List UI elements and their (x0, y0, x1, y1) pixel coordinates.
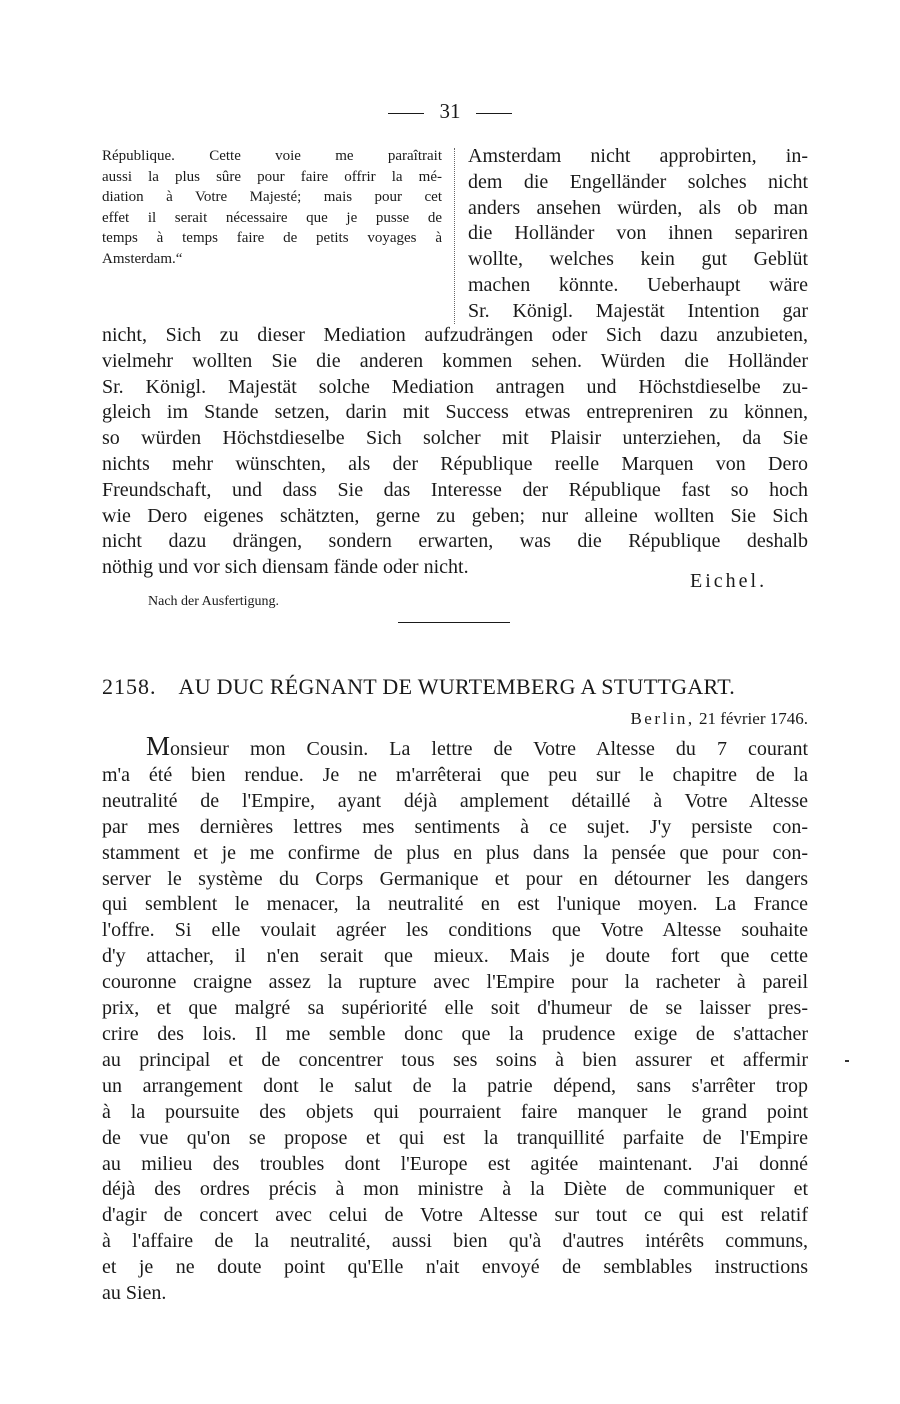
initial-letter: M (146, 731, 171, 761)
text-line: stamment et je me confirme de plus en plus dans la pensée que pour con- (102, 841, 808, 864)
footnote-column (102, 146, 442, 269)
header-dash-right (476, 113, 512, 114)
text-line: gleich im Stande setzen, darin mit Success etwas entrepreniren zu können, (102, 401, 808, 424)
letter-heading (102, 674, 808, 700)
letter-number: 2158. (102, 674, 157, 699)
source-note: Nach der Ausfertigung. (148, 594, 280, 609)
dateline-date: 21 février 1746. (698, 709, 808, 728)
footnote-line: temps à temps faire de petits voyages à (102, 230, 442, 246)
dateline (572, 709, 808, 729)
text-line: machen könnte. Ueberhaupt wäre (468, 273, 808, 296)
text-line: wollte, welches kein gut Geblüt (468, 248, 808, 271)
text-line: au principal et de concentrer tous ses soins à bien assurer et affermir (102, 1048, 808, 1071)
text-line: wie Dero eigenes schätzten, gerne zu geben; nur alleine wollten Sie Sich (102, 504, 808, 527)
text-line: Sr. Königl. Majestät Intention gar (468, 299, 808, 322)
first-line (102, 731, 808, 763)
text-line: nöthig und vor sich diensam fände oder nicht. (102, 556, 469, 579)
page-number: 31 (439, 99, 461, 123)
text-line: à l'affaire de la neutralité, aussi bien qu'à d'autres intérêts communs, (102, 1230, 808, 1253)
footnote-line: aussi la plus sûre pour faire offrir la mé- (102, 168, 442, 185)
text-line: et je ne doute point qu'Elle n'ait envoyé de semblables instructions (102, 1256, 808, 1279)
text-line: un arrangement dont le salut de la patrie dépend, sans s'arrêter trop (102, 1074, 808, 1097)
text-line: Amsterdam nicht approbirten, in- (468, 145, 808, 167)
text-line: anders ansehen würden, als ob man (468, 196, 808, 219)
page-header (0, 98, 900, 124)
text-line: nicht dazu drängen, sondern erwarten, was die République deshalb (102, 530, 808, 553)
margin-mark (845, 1060, 849, 1062)
first-line-text: onsieur mon Cousin. La lettre de Votre Altesse du 7 courant (170, 738, 808, 760)
column-divider (454, 148, 455, 324)
text-line: par mes dernières lettres mes sentiments à ce sujet. J'y persiste con- (102, 815, 808, 838)
text-line: l'offre. Si elle voulait agréer les conditions que Votre Altesse souhaite (102, 919, 808, 942)
text-line: au milieu des troubles dont l'Europe est agitée maintenant. J'ai donné (102, 1152, 808, 1175)
footnote-line: effet il serait nécessaire que je pusse de (102, 209, 442, 226)
text-line: crire des lois. Il me semble donc que la prudence exige de s'attacher (102, 1022, 808, 1045)
text-line: server le système du Corps Germanique et pour en détourner les dangers (102, 867, 808, 890)
text-line: couronne craigne assez la rupture avec l'Empire pour la racheter à pareil (102, 971, 808, 994)
text-line: dem die Engelländer solches nicht (468, 170, 808, 193)
text-line: à la poursuite des objets qui pourraient faire manquer le grand point (102, 1100, 808, 1123)
letter-body (102, 731, 808, 1307)
text-line: so würden Höchstdieselbe Sich solcher mit Plaisir unterziehen, da Sie (102, 427, 808, 450)
signature: Eichel. (690, 570, 768, 592)
text-line: prix, et que malgré sa supériorité elle soit d'humeur de se laisser pres- (102, 997, 808, 1020)
text-line: d'agir de concert avec celui de Votre Altesse sur tout ce qui est relatif (102, 1204, 808, 1227)
footnote-line: diation à Votre Majesté; mais pour cet (102, 189, 442, 205)
text-line: nicht, Sich zu dieser Mediation aufzudrängen oder Sich dazu anzubieten, (102, 324, 808, 346)
header-dash-left (388, 113, 424, 114)
text-line: déjà des ordres précis à mon ministre à la Diète de communiquer et (102, 1178, 808, 1201)
main-text-right-column (468, 144, 808, 325)
text-line: nichts mehr wünschten, als der République reelle Marquen von Dero (102, 452, 808, 475)
letter-title: AU DUC RÉGNANT DE WURTEMBERG A STUTTGART. (178, 674, 736, 699)
text-line: neutralité de l'Empire, ayant déjà amplement détaillé à Votre Altesse (102, 789, 808, 812)
text-line: die Holländer von ihnen separiren (468, 222, 808, 245)
main-text-continuation (102, 323, 808, 581)
dateline-place: Berlin, (630, 709, 695, 728)
text-line: d'y attacher, il n'en serait que mieux. Mais je doute fort que cette (102, 945, 808, 968)
text-line: vielmehr wollten Sie die anderen kommen sehen. Würden die Holländer (102, 349, 808, 372)
text-line: m'a été bien rendue. Je ne m'arrêterai que peu sur le chapitre de la (102, 763, 808, 786)
footnote-line: République. Cette voie me paraîtrait (102, 148, 442, 164)
text-line: au Sien. (102, 1282, 167, 1305)
text-line: qui semblent le menacer, la neutralité en est l'unique moyen. La France (102, 893, 808, 916)
footnote-line: Amsterdam.“ (102, 250, 183, 267)
section-divider (398, 622, 510, 623)
text-line: de vue qu'on se propose et qui est la tranquillité parfaite de l'Empire (102, 1126, 808, 1149)
text-line: Freundschaft, und dass Sie das Interesse der République fast so hoch (102, 478, 808, 501)
text-line: Sr. Königl. Majestät solche Mediation antragen und Höchstdieselbe zu- (102, 375, 808, 398)
